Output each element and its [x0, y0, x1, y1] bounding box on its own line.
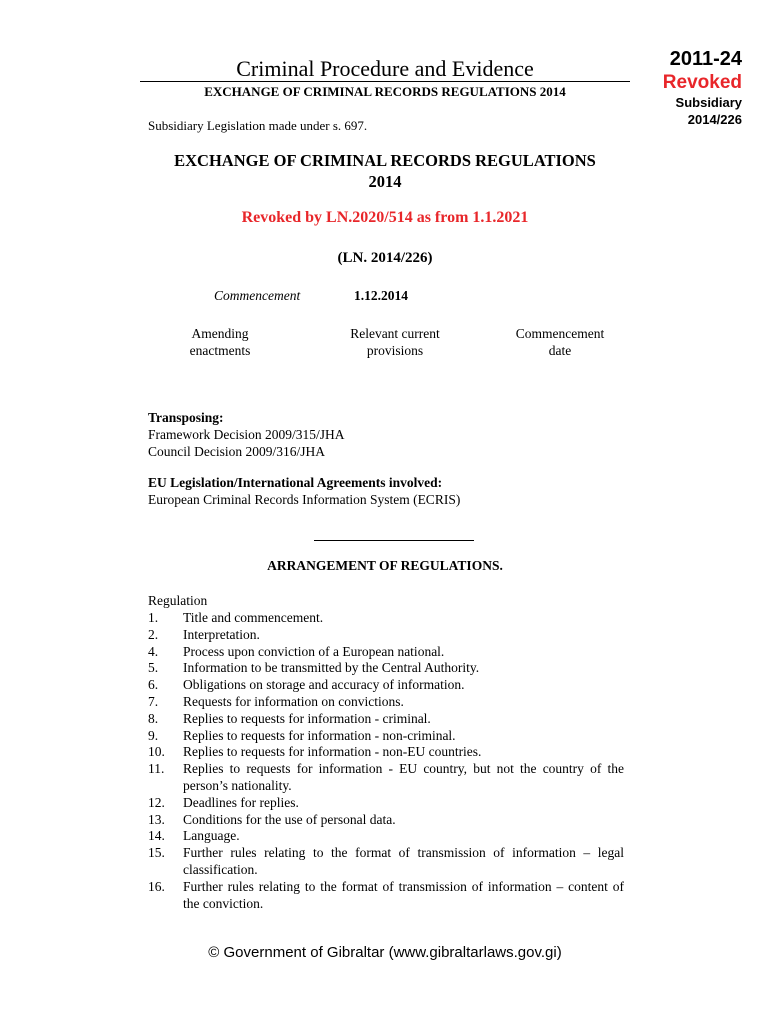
regulation-number: 4.: [148, 643, 159, 659]
transposing-item: Framework Decision 2009/315/JHA: [148, 427, 345, 442]
regulation-item: [148, 694, 624, 711]
copyright-footer: © Government of Gibraltar (www.gibraltarlaws.gov.gi): [208, 944, 562, 961]
running-header-subtitle: EXCHANGE OF CRIMINAL RECORDS REGULATIONS 2014: [204, 84, 566, 99]
regulation-number: 8.: [148, 710, 159, 726]
header-rule: [140, 81, 630, 82]
regulation-item: [148, 744, 624, 761]
regulation-text: Obligations on storage and accuracy of information.: [183, 677, 465, 693]
regulation-item: [148, 627, 624, 644]
column-header-line: Amending: [191, 326, 249, 341]
regulation-number: 12.: [148, 794, 165, 810]
regulation-item: [148, 828, 624, 845]
column-header-date: [490, 325, 630, 359]
transposing-item: Council Decision 2009/316/JHA: [148, 444, 325, 459]
regulation-number: 2.: [148, 626, 159, 642]
regulation-item: [148, 845, 624, 879]
regulation-item: [148, 812, 624, 829]
commencement-label: Commencement: [214, 288, 301, 303]
column-header-line: Relevant current: [350, 326, 440, 341]
regulation-text: Further rules relating to the format of transmission of information – content of the conviction.: [183, 878, 624, 911]
regulation-number: 13.: [148, 811, 165, 827]
regulation-text: Further rules relating to the format of transmission of information – legal classification.: [183, 845, 624, 877]
eu-legislation-heading: EU Legislation/International Agreements involved:: [148, 475, 443, 490]
regulation-text: Title and commencement.: [183, 610, 324, 625]
regulation-text: Process upon conviction of a European national.: [183, 643, 445, 659]
regulation-text: Replies to requests for information - EU country, but not the country of the person’s nationality.: [183, 761, 624, 793]
regulation-text: Requests for information on convictions.: [183, 693, 404, 709]
regulation-item: [148, 795, 624, 812]
regulation-text: Replies to requests for information - criminal.: [183, 710, 431, 726]
regulation-number: 16.: [148, 878, 165, 894]
regulation-list: [148, 610, 624, 912]
regulation-item: [148, 660, 624, 677]
transposing-block: [148, 409, 344, 460]
regulation-text: Replies to requests for information - non-criminal.: [183, 727, 456, 743]
regulation-number: 11.: [148, 761, 165, 777]
regulation-item: [148, 677, 624, 694]
legal-notice-number: (LN. 2014/226): [337, 250, 433, 266]
regulation-number: 10.: [148, 744, 165, 760]
side-number: 2014/226: [687, 112, 742, 127]
commencement-value: 1.12.2014: [354, 288, 408, 303]
regulation-number: 5.: [148, 660, 159, 676]
main-title-line1: EXCHANGE OF CRIMINAL RECORDS REGULATIONS: [174, 151, 596, 170]
made-under-note: Subsidiary Legislation made under s. 697.: [148, 118, 368, 133]
side-revoked-label: Revoked: [662, 72, 742, 93]
transposing-heading: Transposing:: [148, 410, 224, 425]
regulation-number: 14.: [148, 828, 165, 844]
eu-legislation-item: European Criminal Records Information System (ECRIS): [148, 492, 461, 507]
regulation-label: Regulation: [148, 593, 208, 608]
regulation-text: Replies to requests for information - non-EU countries.: [183, 744, 482, 760]
regulation-item: [148, 610, 624, 627]
regulation-number: 7.: [148, 693, 159, 709]
side-year: 2011-24: [669, 48, 742, 70]
column-header-line: enactments: [189, 343, 251, 358]
regulation-item: [148, 761, 624, 795]
regulation-number: 9.: [148, 727, 159, 743]
regulation-item: [148, 879, 624, 913]
regulation-number: 6.: [148, 677, 159, 693]
regulation-item: [148, 711, 624, 728]
side-subsidiary-label: Subsidiary: [675, 95, 742, 110]
regulation-item: [148, 644, 624, 661]
running-header-title: Criminal Procedure and Evidence: [236, 56, 534, 81]
side-margin-box: [612, 46, 742, 128]
main-title-line2: 2014: [368, 172, 402, 191]
eu-legislation-block: [148, 474, 460, 508]
column-header-line: Commencement: [515, 326, 605, 341]
regulation-text: Interpretation.: [183, 626, 260, 642]
regulation-text: Deadlines for replies.: [183, 794, 299, 810]
section-divider: [314, 540, 474, 541]
regulation-text: Information to be transmitted by the Central Authority.: [183, 660, 480, 676]
column-header-provisions: [320, 325, 470, 359]
regulation-number: 1.: [148, 610, 159, 625]
regulation-text: Conditions for the use of personal data.: [183, 811, 396, 827]
regulation-item: [148, 728, 624, 745]
column-header-line: provisions: [366, 343, 424, 358]
regulation-number: 15.: [148, 845, 165, 861]
arrangement-title: ARRANGEMENT OF REGULATIONS.: [267, 558, 503, 573]
revocation-notice: Revoked by LN.2020/514 as from 1.1.2021: [241, 209, 529, 226]
column-header-line: date: [548, 343, 572, 358]
regulation-text: Language.: [183, 828, 240, 844]
column-header-amending: [150, 325, 290, 359]
main-title: [140, 150, 630, 192]
